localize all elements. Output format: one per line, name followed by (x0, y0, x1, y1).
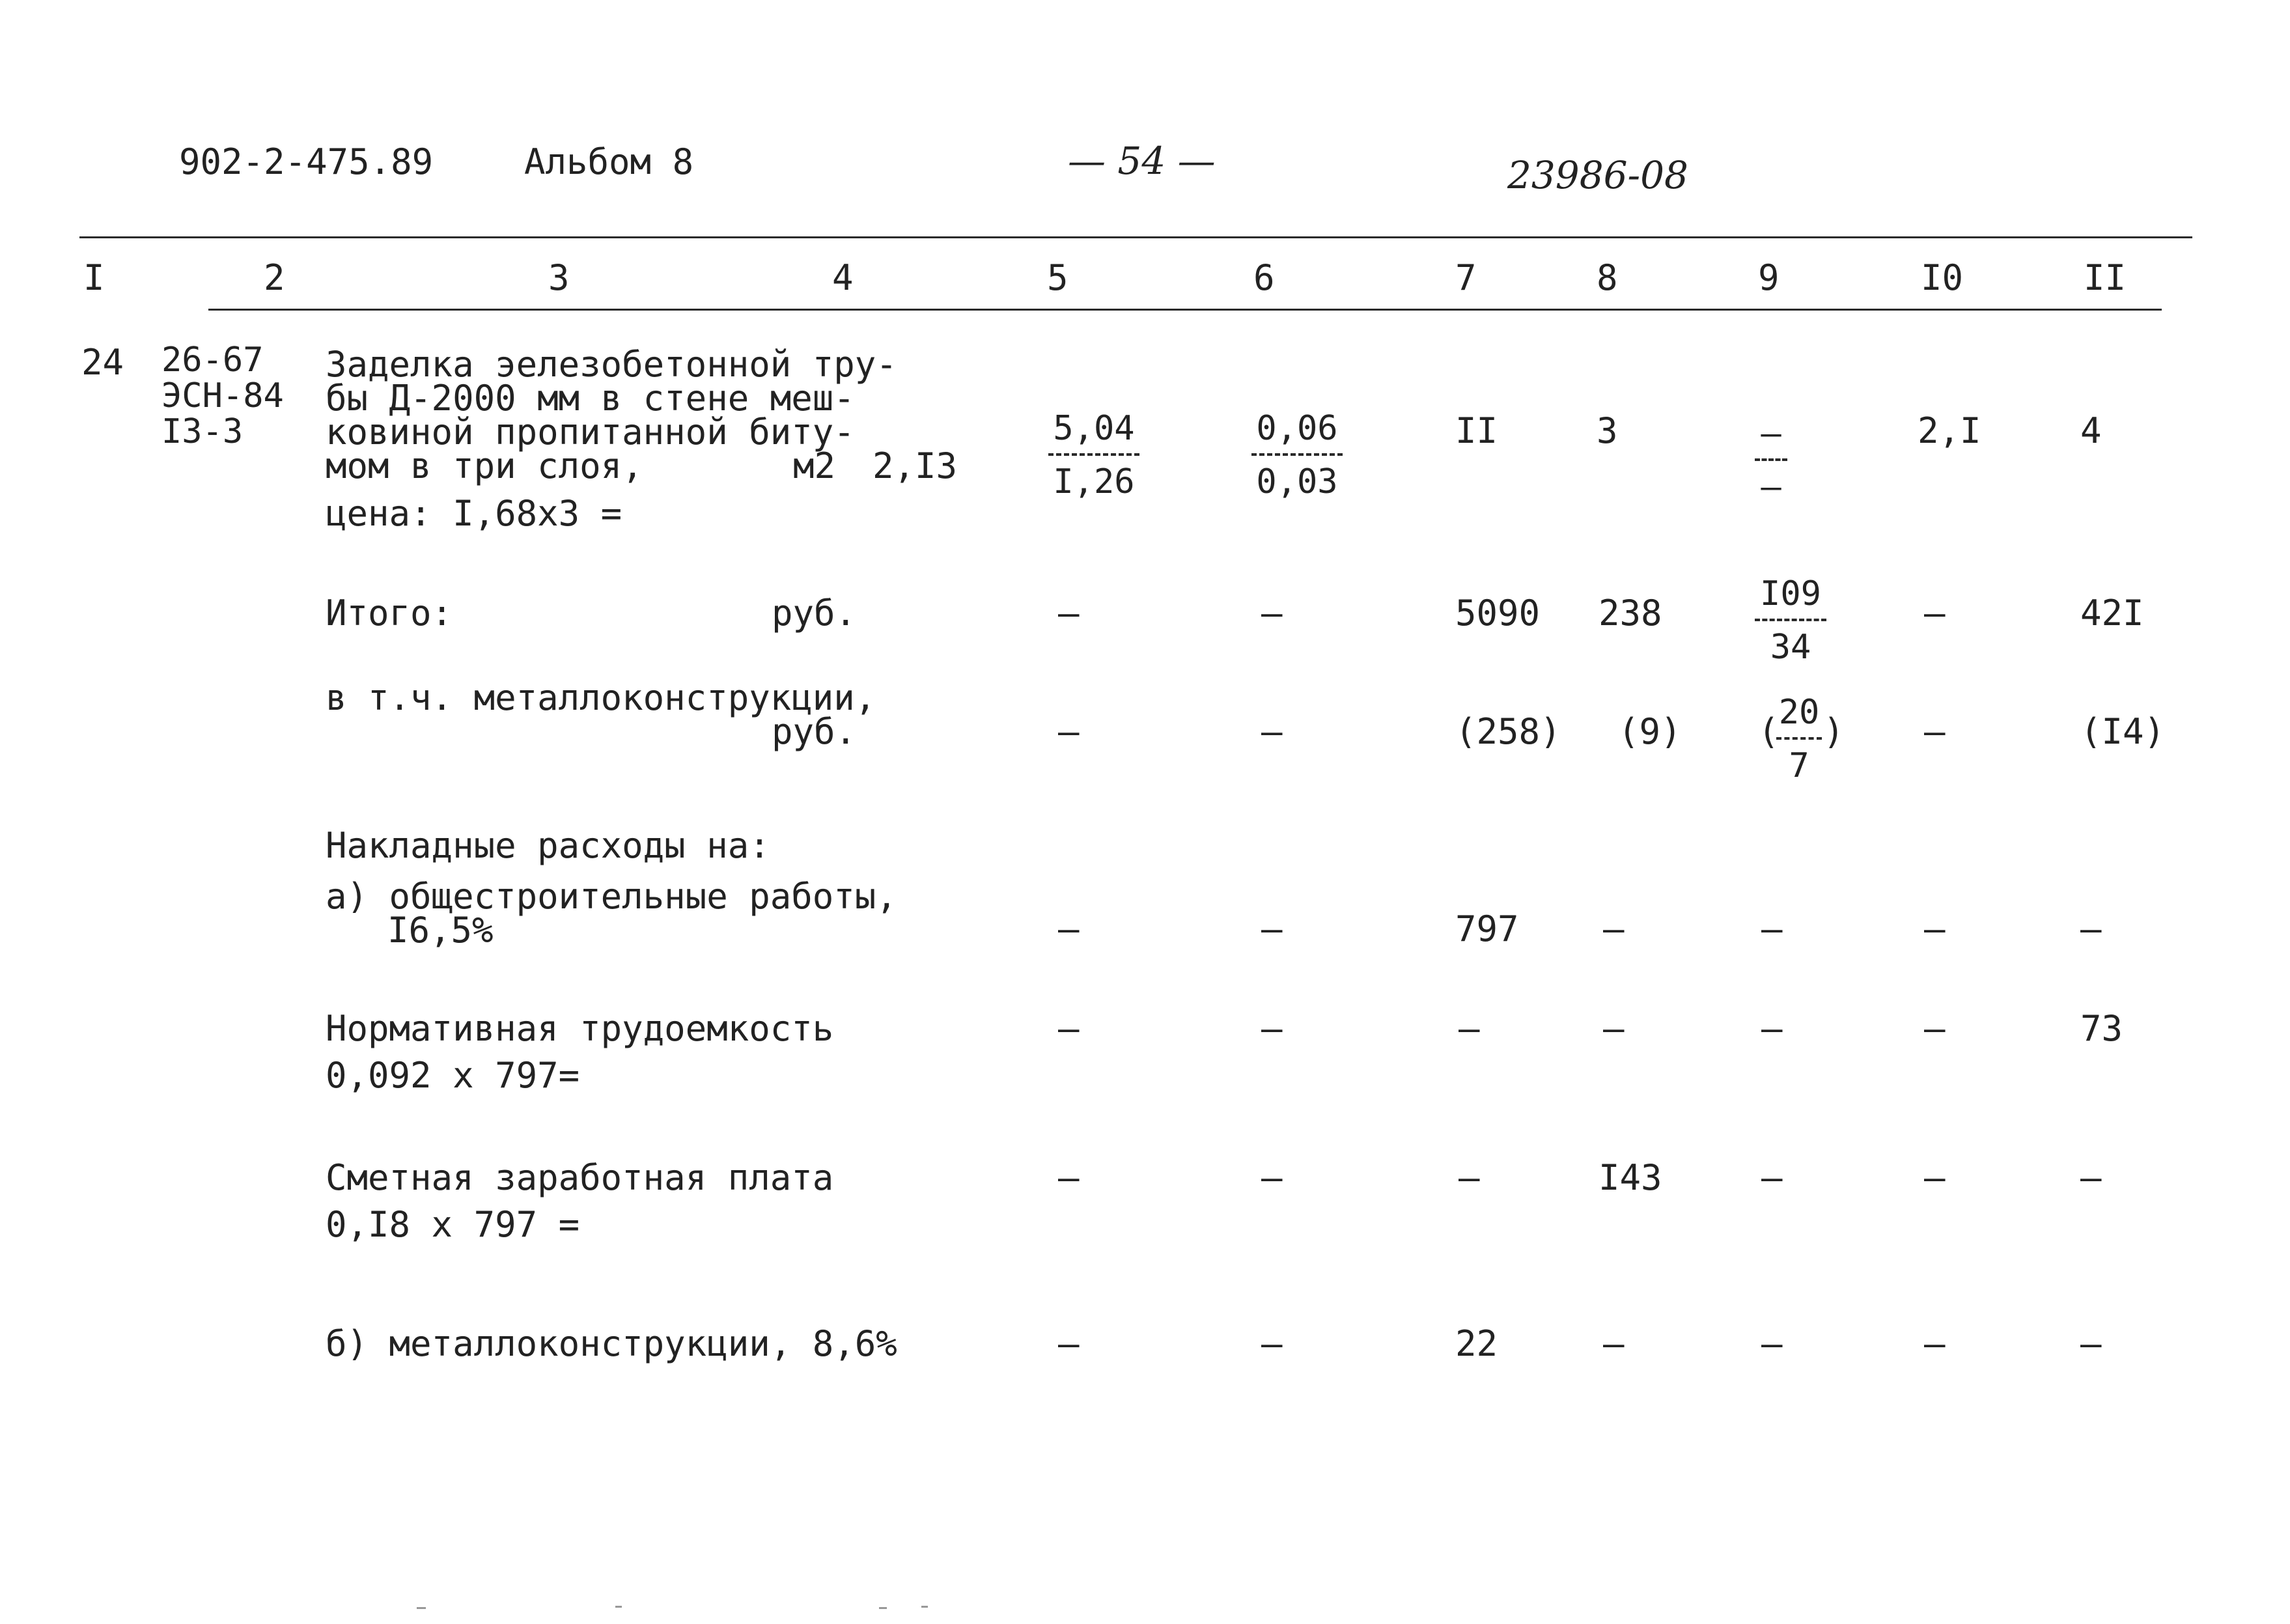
col6-numerator: 0,06 (1251, 412, 1343, 456)
labor-col11: 73 (2080, 1008, 2123, 1049)
metal-share-col9-open-paren: ( (1758, 711, 1780, 752)
total-unit: руб. (772, 593, 857, 634)
wage-col10: – (1924, 1157, 1946, 1198)
metal-share-col11: (I4) (2080, 711, 2166, 752)
column-header-5: 5 (1047, 257, 1068, 298)
metalwork-col6: – (1261, 1323, 1283, 1364)
overhead-a-line-2: I6,5% (387, 910, 494, 951)
labor-col8: – (1603, 1008, 1625, 1049)
work-description-line-2: бы Д-2000 мм в стене меш- (326, 378, 855, 419)
wage-col7: – (1459, 1157, 1480, 1198)
labor-col5: – (1058, 1008, 1080, 1049)
wage-label-line-1: Сметная заработная плата (326, 1157, 834, 1198)
total-col9-fraction (1755, 574, 1826, 667)
metalwork-col5: – (1058, 1323, 1080, 1364)
wage-col6: – (1261, 1157, 1283, 1198)
total-col6: – (1261, 593, 1283, 634)
overhead-heading: Накладные расходы на: (326, 825, 770, 866)
metal-share-col9-fraction (1776, 695, 1822, 783)
metal-share-label: в т.ч. металлоконструкции, (326, 677, 876, 718)
total-col9-numerator: I09 (1755, 577, 1826, 621)
page-number: — 54 — (1068, 139, 1216, 183)
column-header-3: 3 (548, 257, 570, 298)
col11-value: 4 (2080, 410, 2102, 451)
total-col10: – (1924, 593, 1946, 634)
labor-col10: – (1924, 1008, 1946, 1049)
labor-col7: – (1459, 1008, 1480, 1049)
labor-label-line-1: Нормативная трудоемкость (326, 1008, 834, 1049)
norm-code-line-3: I3-3 (161, 412, 244, 451)
scan-speck (921, 1606, 928, 1608)
total-col11: 42I (2080, 593, 2144, 634)
metal-share-col9-denominator: 7 (1789, 746, 1809, 785)
header-bottom-rule (208, 309, 2162, 311)
overhead-a-col9: – (1761, 908, 1783, 949)
wage-col9: – (1761, 1157, 1783, 1198)
metal-share-unit: руб. (772, 711, 857, 752)
unit-of-measure: м2 (793, 445, 836, 486)
unit-price: цена: I,68х3 = (326, 493, 622, 534)
wage-col8: I43 (1599, 1157, 1662, 1198)
document-code: 902-2-475.89 (179, 141, 434, 182)
column-header-9: 9 (1758, 257, 1780, 298)
metalwork-col10: – (1924, 1323, 1946, 1364)
wage-col5: – (1058, 1157, 1080, 1198)
metalwork-col11: – (2080, 1323, 2102, 1364)
metalwork-col9: – (1761, 1323, 1783, 1364)
metal-share-col6: – (1261, 711, 1283, 752)
metal-share-col10: – (1924, 711, 1946, 752)
col6-fraction (1251, 409, 1343, 501)
col6-denominator: 0,03 (1256, 462, 1338, 501)
column-header-8: 8 (1597, 257, 1618, 298)
overhead-a-col8: – (1603, 908, 1625, 949)
column-header-4: 4 (832, 257, 854, 298)
col9-fraction (1755, 414, 1787, 507)
total-col7: 5090 (1455, 593, 1541, 634)
labor-col9: – (1761, 1008, 1783, 1049)
metalwork-col7: 22 (1455, 1323, 1498, 1364)
table-top-rule (79, 236, 2192, 238)
wage-label-line-2: 0,I8 х 797 = (326, 1204, 580, 1245)
labor-col6: – (1261, 1008, 1283, 1049)
metalwork-col8: – (1603, 1323, 1625, 1364)
total-col8: 238 (1599, 593, 1662, 634)
overhead-a-col10: – (1924, 908, 1946, 949)
scan-speck (615, 1606, 622, 1608)
metal-share-col9-close-paren: ) (1823, 711, 1845, 752)
col7-value: II (1455, 410, 1498, 451)
metal-share-col7: (258) (1455, 711, 1561, 752)
col8-value: 3 (1597, 410, 1618, 451)
col5-denominator: I,26 (1053, 462, 1135, 501)
column-header-1: I (83, 257, 105, 298)
wage-col11: – (2080, 1157, 2102, 1198)
overhead-a-col7: 797 (1455, 908, 1519, 949)
column-header-2: 2 (264, 257, 285, 298)
column-header-6: 6 (1253, 257, 1275, 298)
metal-share-col9-numerator: 20 (1776, 695, 1822, 740)
overhead-a-col6: – (1261, 908, 1283, 949)
work-description-line-4: мом в три слоя, (326, 445, 643, 486)
metal-share-col8: (9) (1618, 711, 1682, 752)
metal-share-col5: – (1058, 711, 1080, 752)
quantity: 2,I3 (873, 445, 958, 486)
norm-code-line-1: 26-67 (161, 341, 264, 380)
scan-speck (879, 1607, 887, 1609)
labor-label-line-2: 0,092 х 797= (326, 1055, 580, 1096)
col5-numerator: 5,04 (1048, 412, 1139, 456)
col9-denominator: – (1761, 468, 1781, 507)
metalwork-label: б) металлоконструкции, 8,6% (326, 1323, 897, 1364)
col10-value: 2,I (1918, 410, 1981, 451)
work-description-line-1: Заделка эелезобетонной тру- (326, 344, 897, 385)
column-header-7: 7 (1455, 257, 1477, 298)
col9-numerator: – (1755, 417, 1787, 461)
column-header-10: I0 (1921, 257, 1964, 298)
norm-code-line-2: ЭСН-84 (161, 376, 284, 415)
overhead-a-col5: – (1058, 908, 1080, 949)
album-label: Альбом 8 (524, 141, 694, 182)
work-description-line-3: ковиной пропитанной биту- (326, 412, 855, 453)
col5-fraction (1048, 409, 1139, 501)
overhead-a-col11: – (2080, 908, 2102, 949)
overhead-a-line-1: а) общестроительные работы, (326, 876, 897, 917)
total-col9-denominator: 34 (1770, 628, 1811, 667)
inventory-stamp: 23986-08 (1507, 153, 1688, 197)
total-col5: – (1058, 593, 1080, 634)
row-number: 24 (81, 342, 124, 383)
scan-speck (417, 1607, 426, 1609)
column-header-11: II (2084, 257, 2127, 298)
total-label: Итого: (326, 593, 453, 634)
